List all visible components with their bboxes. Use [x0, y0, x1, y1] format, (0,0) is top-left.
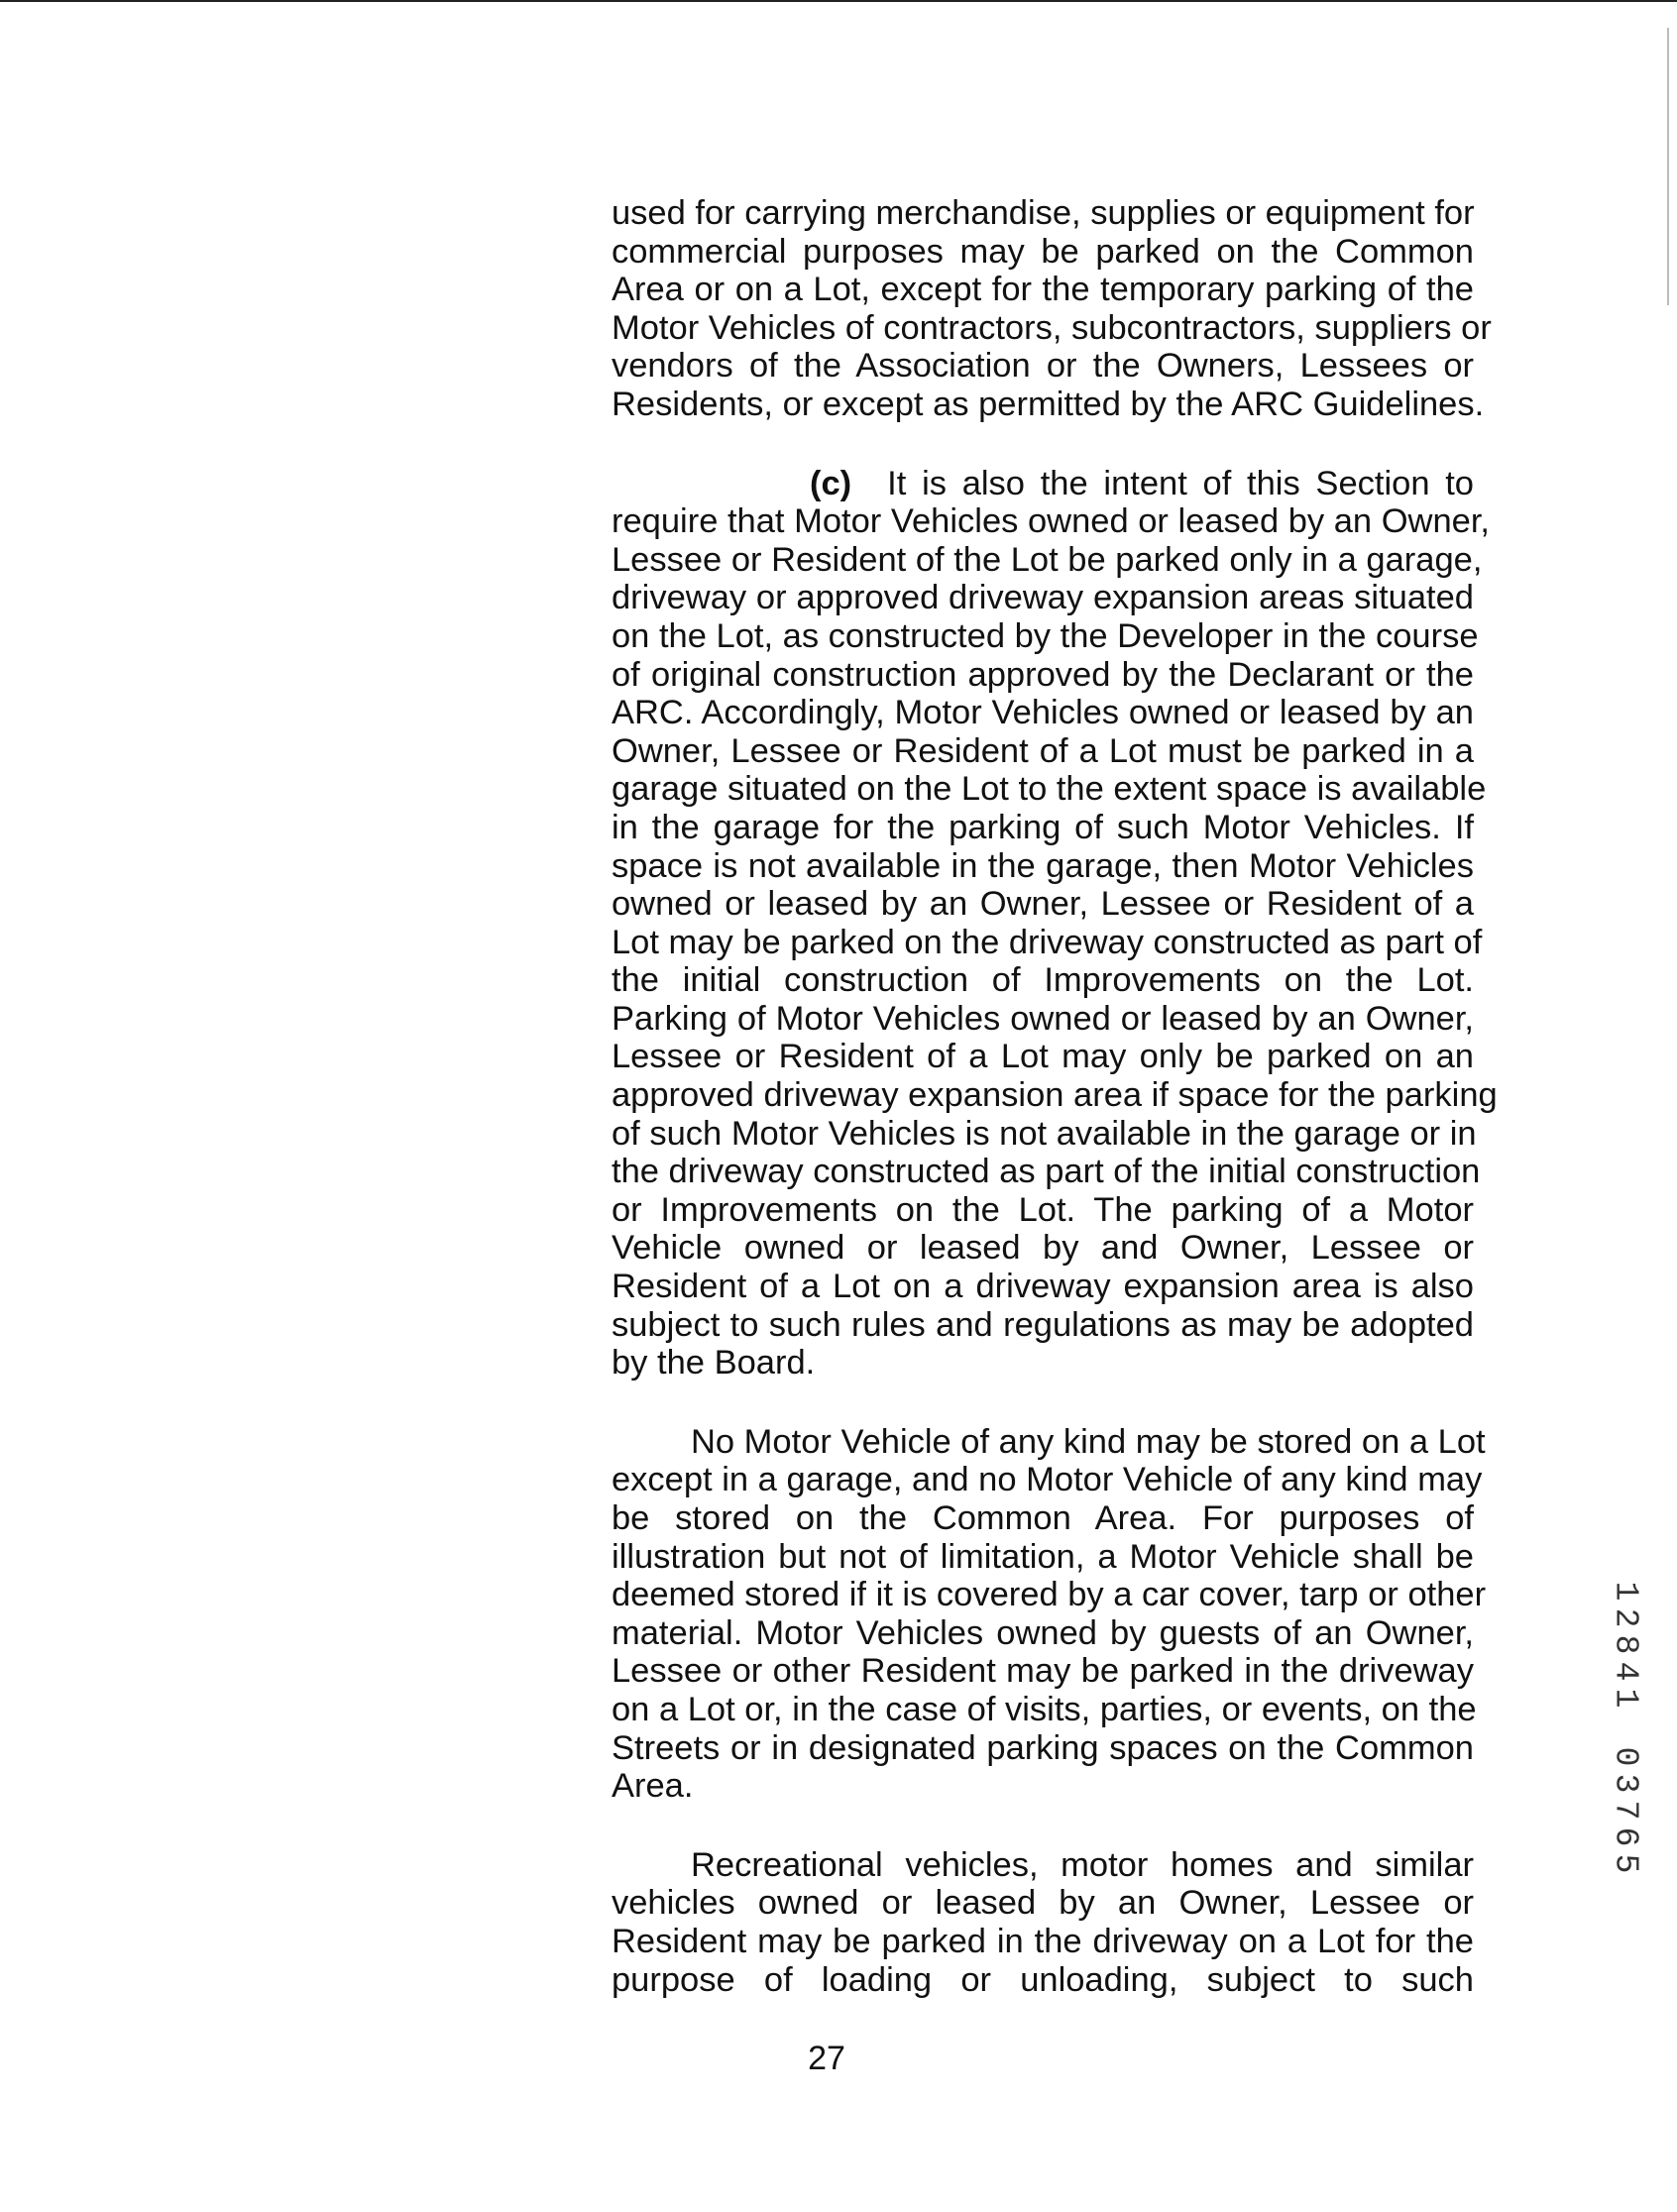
text-line: of original construction approved by the Declarant or the [612, 655, 1474, 694]
page-number [0, 2040, 1677, 2077]
top-scan-border [0, 0, 1677, 2]
text-line: Vehicle owned or leased by and Owner, Lessee or [612, 1229, 1474, 1268]
text-line: No Motor Vehicle of any kind may be stored on a Lot [691, 1422, 1486, 1461]
text-line: purpose of loading or unloading, subject to such [612, 1960, 1474, 1999]
text-line: except in a garage, and no Motor Vehicle of any kind may [612, 1461, 1483, 1499]
text-line: or Improvements on the Lot. The parking of a Motor [612, 1190, 1474, 1229]
text-line: Parking of Motor Vehicles owned or leased by an Owner, [612, 999, 1474, 1038]
text-line: vendors of the Association or the Owners, Lessees or [612, 347, 1474, 386]
stamp-digit: 1 [1607, 1581, 1644, 1602]
text-line: owned or leased by an Owner, Lessee or Resident of a [612, 885, 1474, 924]
paragraph-vehicle-storage [612, 1422, 1487, 1806]
paragraph-c-parking-intent [612, 464, 1498, 1382]
text-line: material. Motor Vehicles owned by guests of an Owner, [612, 1613, 1474, 1652]
stamp-digit: 7 [1607, 1800, 1644, 1821]
text-line: Lessee or other Resident may be parked in the driveway [612, 1652, 1474, 1691]
text-line: illustration but not of limitation, a Motor Vehicle shall be [612, 1537, 1474, 1576]
text-line: garage situated on the Lot to the extent space is available [612, 770, 1487, 809]
text-line: the initial construction of Improvements on the Lot. [612, 961, 1474, 1000]
paragraph-label-c: (c) [810, 464, 852, 502]
text-line-content: It is also the intent of this Section to [887, 464, 1474, 502]
text-line: on a Lot or, in the case of visits, parties, or events, on the [612, 1690, 1477, 1728]
stamp-digit: 5 [1607, 1853, 1644, 1874]
stamp-digit: 2 [1607, 1607, 1644, 1628]
stamp-digit: 0 [1607, 1746, 1644, 1767]
text-line: subject to such rules and regulations as may be adopted [612, 1305, 1474, 1344]
text-line: Recreational vehicles, motor homes and similar [691, 1845, 1474, 1884]
stamp-digit: 1 [1607, 1688, 1644, 1709]
text-line: by the Board. [612, 1344, 816, 1382]
stamp-digit: 8 [1607, 1634, 1644, 1655]
paragraph-commercial-vehicles [612, 194, 1492, 424]
text-line [612, 465, 1474, 503]
text-line: of such Motor Vehicles is not available in the garage or in [612, 1114, 1477, 1153]
stamp-digit: 4 [1607, 1661, 1644, 1682]
text-line: on the Lot, as constructed by the Developer in the course [612, 616, 1479, 655]
text-line: Resident may be parked in the driveway on a Lot for the [612, 1922, 1474, 1960]
paragraph-recreational-vehicles [612, 1846, 1474, 1999]
recording-stamp-bottom [1606, 1743, 1645, 1877]
text-line: Lot may be parked on the driveway constructed as part of [612, 923, 1483, 961]
text-line: Residents, or except as permitted by the ARC Guidelines. [612, 385, 1485, 423]
text-line: commercial purposes may be parked on the Common [612, 232, 1474, 271]
text-line: used for carrying merchandise, supplies or equipment for [612, 194, 1475, 232]
text-line: approved driveway expansion area if space for the parking [612, 1076, 1498, 1115]
recording-stamp-top [1606, 1578, 1645, 1712]
text-line: Owner, Lessee or Resident of a Lot must be parked in a [612, 731, 1474, 770]
text-line: space is not available in the garage, then Motor Vehicles [612, 846, 1474, 885]
text-line: Lessee or Resident of a Lot may only be parked on an [612, 1038, 1474, 1076]
text-line: be stored on the Common Area. For purposes of [612, 1499, 1474, 1537]
text-line: ARC. Accordingly, Motor Vehicles owned or leased by an [612, 694, 1474, 732]
text-line: deemed stored if it is covered by a car cover, tarp or other [612, 1576, 1487, 1614]
text-line: the driveway constructed as part of the initial construction [612, 1153, 1481, 1191]
text-line: Resident of a Lot on a driveway expansion area is also [612, 1268, 1474, 1306]
stamp-digit: 3 [1607, 1773, 1644, 1794]
text-line: in the garage for the parking of such Motor Vehicles. If [612, 808, 1474, 846]
right-scan-edge-mark [1667, 28, 1669, 305]
page-number-text: 27 [808, 2040, 845, 2077]
text-line: driveway or approved driveway expansion areas situated [612, 579, 1474, 617]
stamp-digit: 6 [1607, 1826, 1644, 1847]
document-body [612, 194, 1498, 2040]
text-line: Area. [612, 1767, 694, 1806]
text-line: Streets or in designated parking spaces on the Common [612, 1728, 1474, 1767]
text-line: Motor Vehicles of contractors, subcontractors, suppliers or [612, 308, 1492, 347]
text-line: vehicles owned or leased by an Owner, Lessee or [612, 1884, 1474, 1923]
text-line: Lessee or Resident of the Lot be parked only in a garage, [612, 540, 1483, 579]
recording-stamp [1606, 1578, 1645, 1877]
text-line: Area or on a Lot, except for the temporary parking of the [612, 271, 1474, 309]
text-line: require that Motor Vehicles owned or leased by an Owner, [612, 502, 1490, 541]
